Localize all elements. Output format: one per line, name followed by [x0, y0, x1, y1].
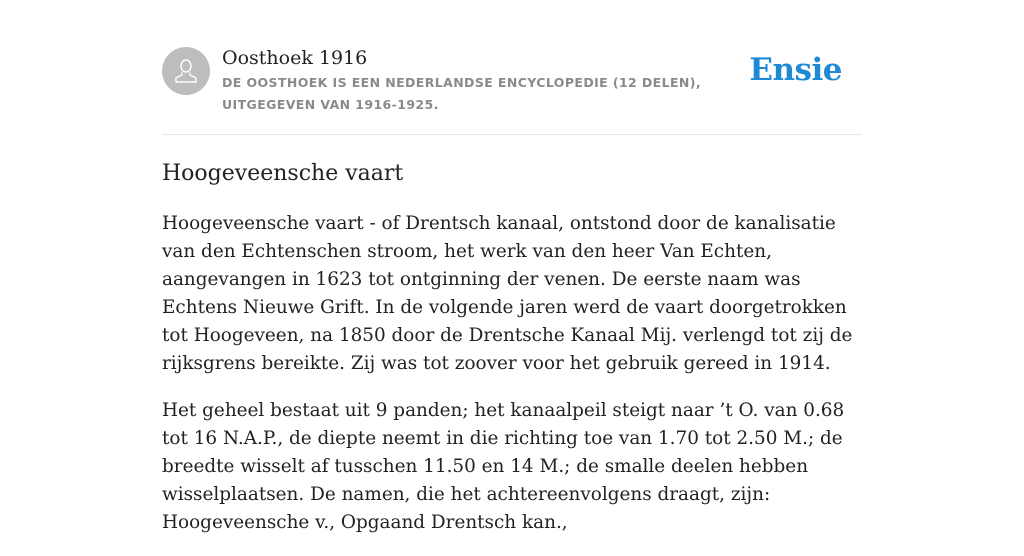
article-title: Hoogeveensche vaart [162, 161, 404, 186]
source-description: DE OOSTHOEK IS EEN NEDERLANDSE ENCYCLOPEDIE (12 DELEN), UITGEGEVEN VAN 1916-1925. [222, 75, 702, 112]
article-paragraph: Hoogeveensche vaart - of Drentsch kanaal, ontstond door de kanalisatie van den Echtenschen stroom, het werk van den heer Van Echten, aangevangen in 1623 tot ontginning der venen. De eerste naam was Echtens Nieuwe Grift. In de volgende jaren werd de vaart doorgetrokken tot Hoogeveen, na 1850 door de Drentsche Kanaal Mij. verlengd tot zij de rijksgrens bereikte. Zij was tot zoover voor het gebruik gereed in 1914. [162, 213, 853, 374]
source-header [162, 0, 862, 135]
source-title[interactable]: Oosthoek 1916 [222, 47, 368, 69]
source-avatar[interactable] [162, 47, 210, 95]
article-body [162, 210, 862, 537]
brand-logo[interactable]: Ensie [749, 52, 842, 88]
article-paragraph: Het geheel bestaat uit 9 panden; het kanaalpeil steigt naar ’t O. van 0.68 tot 16 N.A.P., de diepte neemt in die richting toe van 1.70 tot 2.50 M.; de breedte wisselt af tusschen 11.50 en 14 M.; de smalle deelen hebben wisselplaatsen. De namen, die het achtereenvolgens draagt, zijn: Hoogeveensche v., Opgaand Drentsch kan., [162, 400, 845, 533]
user-silhouette-icon [162, 47, 210, 95]
content-column [162, 0, 862, 556]
